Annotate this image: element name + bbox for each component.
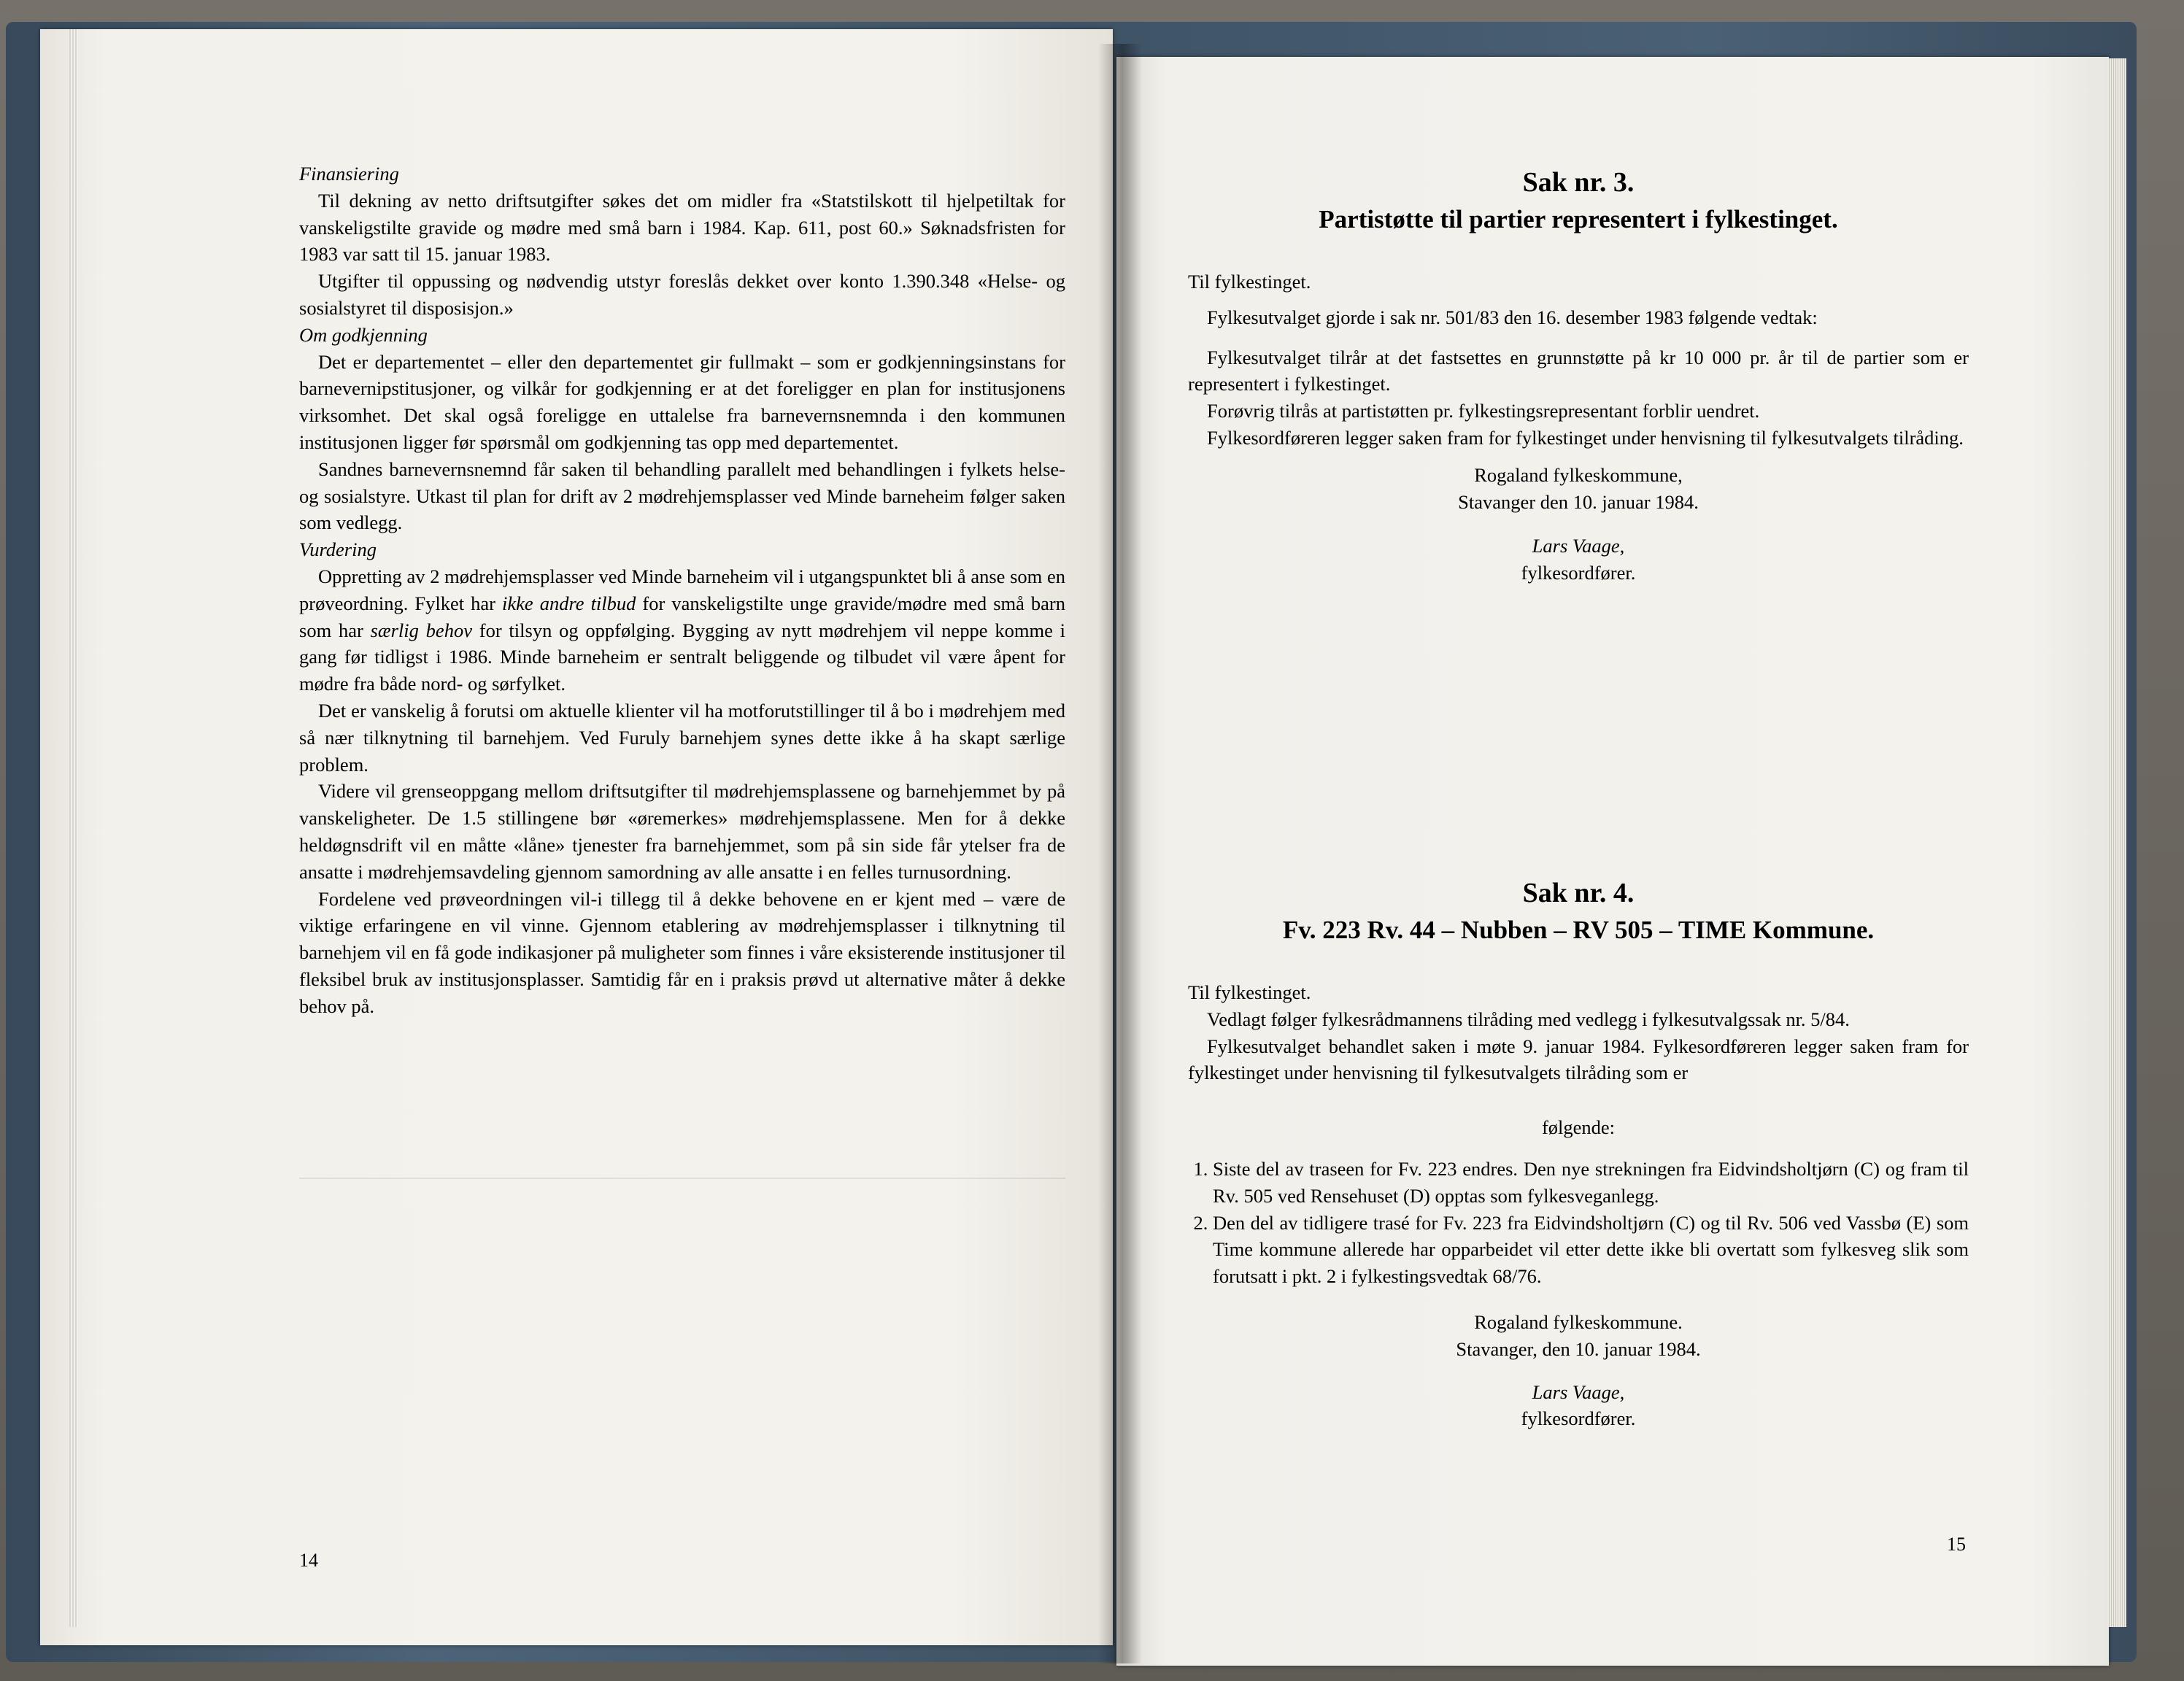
text-run: for tilsyn og oppfølging. Bygging av nytt mødrehjem vil neppe komme i gang før tidligst i 1986. Minde barneheim er sentralt beliggende og tilbudet vil være åpent for mødre fra både nord- og sørfylket. [299, 619, 1065, 695]
sak4-folgende: følgende: [1541, 1116, 1616, 1139]
emphasis: særlig behov [370, 619, 472, 641]
sak3-block [1188, 163, 1969, 587]
section-heading: Vurdering [299, 538, 377, 561]
sak4-signer-title: fylkesordfører. [1521, 1407, 1636, 1430]
list-item: 1. Siste del av traseen for Fv. 223 endres. Den nye strekningen fra Eidvindsholtjørn (C) og fram til Rv. 505 ved Rensehuset (D) opptas som fylkesveganlegg. [1213, 1156, 1969, 1210]
sak3-signer: Lars Vaage, [1532, 535, 1625, 557]
paragraph: Utgifter til oppussing og nødvendig utstyr foreslås dekket over konto 1.390.348 «Helse- og sosialstyret til disposisjon.» [299, 270, 1065, 319]
sak3-signer-title: fylkesordfører. [1521, 562, 1636, 584]
sak4-title: Sak nr. 4. [1522, 878, 1635, 908]
paragraph: Sandnes barnevernsnemnd får saken til behandling parallelt med behandlingen i fylkets helse- og sosialstyre. Utkast til plan for drift av 2 mødrehjemsplasser ved Minde barneheim følger saken som vedlegg. [299, 457, 1065, 534]
sak3-paragraph: Fylkesutvalget gjorde i sak nr. 501/83 den 16. desember 1983 følgende vedtak: [1207, 306, 1818, 328]
sak4-block [1188, 874, 1969, 1432]
sak4-place-date: Stavanger, den 10. januar 1984. [1456, 1337, 1701, 1360]
list-item: 2. Den del av tidligere trasé for Fv. 223 fra Eidvindsholtjørn (C) og til Rv. 506 ved Vassbø (E) som Time kommune allerede har opparbeidet vil etter dette ikke bli overtatt som fylkesveg slik som forutsatt i pkt. 2 i fylkestingsvedtak 68/76. [1213, 1210, 1969, 1290]
sak3-place-date: Stavanger den 10. januar 1984. [1458, 490, 1699, 513]
sak4-org: Rogaland fylkeskommune. [1474, 1310, 1683, 1333]
sak3-title: Sak nr. 3. [1522, 167, 1635, 198]
paragraph-rich [299, 563, 1065, 697]
sak3-paragraph: Forøvrig tilrås at partistøtten pr. fylkestingsrepresentant forblir uendret. [1207, 400, 1760, 422]
sak4-subtitle: Fv. 223 Rv. 44 – Nubben – RV 505 – TIME Kommune. [1282, 916, 1875, 944]
page-number-right: 15 [1947, 1534, 1966, 1555]
sak4-list [1188, 1156, 1969, 1290]
page-number-left: 14 [299, 1550, 318, 1571]
paragraph: Fordelene ved prøveordningen vil-i tillegg til å dekke behovene en er kjent med – være de viktige erfaringene en vil vinne. Gjennom etablering av mødrehjemsplasser i tilknytning til barnehjem vil en få gode indikasjoner på muligheter som finnes i våre eksisterende institusjoner til fleksibel bruk av institusjonsplasser. Samtidig får en i praksis prøvd ut alternative måter å dekke behov på. [299, 887, 1065, 1017]
sak3-org: Rogaland fylkeskommune, [1474, 463, 1683, 486]
sak3-paragraph: Fylkesutvalget tilrår at det fastsettes en grunnstøtte på kr 10 000 pr. år til de partier som er representert i fylkestinget. [1188, 346, 1969, 395]
left-page-edges [69, 29, 78, 1627]
bleed-through-rule [299, 1178, 1065, 1179]
sak3-subtitle: Partistøtte til partier representert i fylkestinget. [1319, 205, 1838, 233]
paragraph: Det er vanskelig å forutsi om aktuelle klienter vil ha motforutstillinger til å bo i mødrehjem med så nær tilknytning til barnehjem. Ved Furuly barnehjem synes dette ikke å ha skapt særlige problem. [299, 699, 1065, 776]
sak3-paragraph: Fylkesordføreren legger saken fram for fylkestinget under henvisning til fylkesutvalgets tilråding. [1207, 426, 1964, 449]
text-run: for vanskeligstilte unge gravide/mødre med små barn som har [299, 592, 1065, 641]
paragraph: Videre vil grenseoppgang mellom driftsutgifter til mødrehjemsplassene og barnehjemmet by på vanskeligheter. De 1.5 stillingene bør «øremerkes» mødrehjemsplassene. Men for å dekke heldøgnsdrift vil en måtte «låne» tjenester fra barnehjemmet, som på sin side får ytelser fra de ansatte i mødrehjemsavdeling gjennom samordning av alle ansatte i en felles turnusordning. [299, 780, 1065, 883]
sak4-addressee: Til fylkestinget. [1188, 981, 1311, 1003]
paragraph: Det er departementet – eller den departementet gir fullmakt – som er godkjenningsinstans for barnevernipstitusjoner, og vilkår for godkjenning er at det foreligger en plan for institusjonens virksomhet. Det skal også foreligge en uttalelse fra barnevernsnemnda i den kommunen institusjonen ligger før spørsmål om godkjenning tas opp med departementet. [299, 350, 1065, 453]
left-page-text [299, 161, 1065, 1020]
sak3-addressee: Til fylkestinget. [1188, 271, 1311, 293]
sak4-signer: Lars Vaage, [1532, 1380, 1625, 1403]
sak4-paragraph: Vedlagt følger fylkesrådmannens tilråding med vedlegg i fylkesutvalgssak nr. 5/84. [1207, 1008, 1850, 1030]
right-page-edges [2107, 58, 2126, 1627]
sak4-paragraph: Fylkesutvalget behandlet saken i møte 9. januar 1984. Fylkesordføreren legger saken fram for fylkestinget under henvisning til fylkesutvalgets tilråding som er [1188, 1035, 1969, 1084]
paragraph: Til dekning av netto driftsutgifter søkes det om midler fra «Statstilskott til hjelpetiltak for vanskeligstilte gravide og mødre med små barn i 1984. Kap. 611, post 60.» Søknadsfristen for 1983 var satt til 15. januar 1983. [299, 189, 1065, 266]
emphasis: ikke andre tilbud [502, 592, 636, 614]
text-run: Oppretting av 2 mødrehjemsplasser ved Minde barneheim vil i utgangspunktet bli å anse som en prøveordning. Fylket har [299, 565, 1065, 614]
book-gutter [1098, 44, 1142, 1663]
section-heading: Finansiering [299, 163, 399, 185]
section-heading: Om godkjenning [299, 323, 428, 346]
